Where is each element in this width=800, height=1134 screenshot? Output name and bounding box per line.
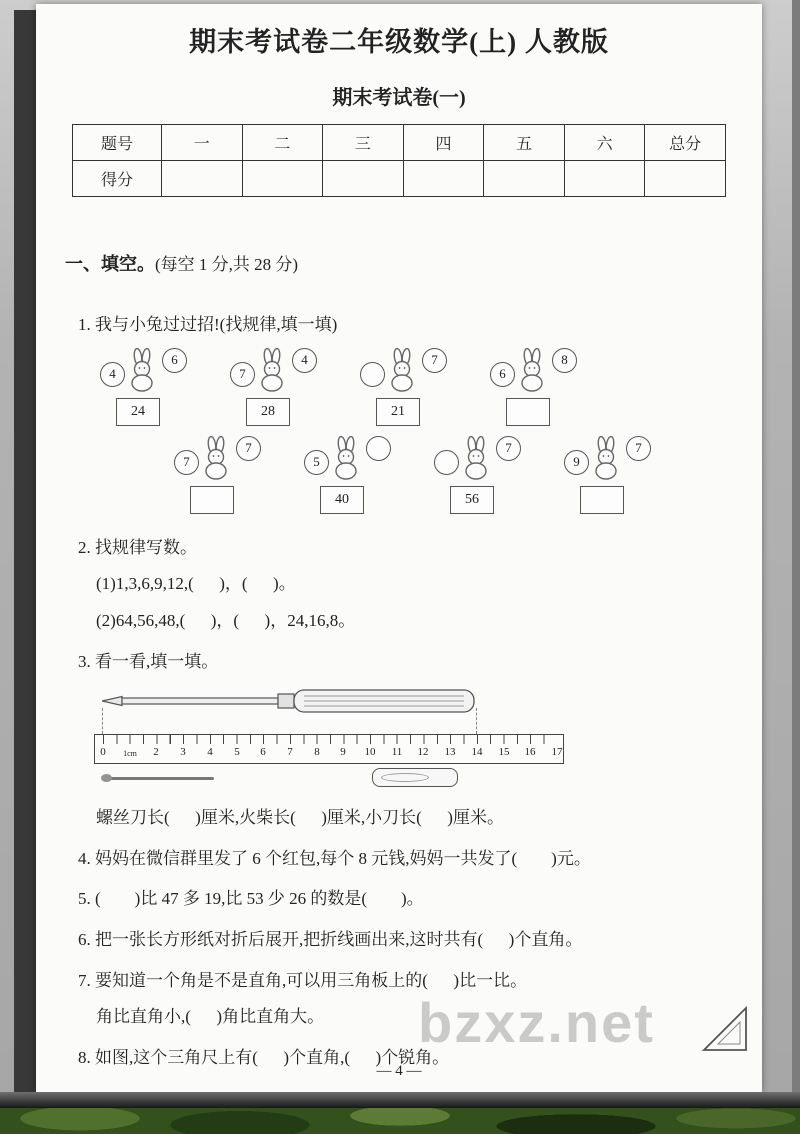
puzzle-answer-box: 28 xyxy=(246,398,290,426)
puzzle-circle-left: 7 xyxy=(174,450,199,475)
ruler-number: 15 xyxy=(498,746,510,759)
score-table-header-row xyxy=(73,125,726,161)
ruler-number: 14 xyxy=(471,746,483,759)
ruler-ticks xyxy=(103,735,557,744)
puzzle-circle-left xyxy=(434,450,459,475)
rabbit-icon xyxy=(198,436,234,480)
photo-left-edge xyxy=(14,10,36,1094)
score-table-header-cell: 六 xyxy=(564,125,645,161)
puzzle-circle-left: 6 xyxy=(490,362,515,387)
puzzle-answer-box xyxy=(506,398,550,426)
question-6: 6. 把一张长方形纸对折后展开,把折线画出来,这时共有( )个直角。 xyxy=(78,930,583,950)
puzzle-circle-right: 4 xyxy=(292,348,317,373)
question-2-line-2: (2)64,56,48,( )，( )，24,16,8。 xyxy=(96,610,356,630)
watermark: bzxz.net xyxy=(418,991,655,1054)
camouflage-strip xyxy=(0,1108,800,1134)
ruler-number: 17 xyxy=(551,746,563,759)
question-8: 8. 如图,这个三角尺上有( )个直角,( )个锐角。 xyxy=(78,1048,450,1068)
rabbit-icon xyxy=(458,436,494,480)
photo-bottom-shadow xyxy=(0,1092,800,1108)
exam-subtitle: 期末考试卷(一) xyxy=(332,87,466,109)
rabbit-puzzle-group xyxy=(490,346,586,432)
page-number: — 4 — xyxy=(376,1063,422,1079)
question-5: 5. ( )比 47 多 19,比 53 少 26 的数是( )。 xyxy=(78,889,424,909)
score-table-header-cell: 五 xyxy=(484,125,565,161)
score-table-header-cell: 总分 xyxy=(645,125,726,161)
ruler-number: 2 xyxy=(153,746,159,759)
rabbit-icon xyxy=(254,348,290,392)
ruler-number: 16 xyxy=(524,746,536,759)
ruler-number: 13 xyxy=(444,746,456,759)
score-cell xyxy=(162,161,243,197)
score-cell xyxy=(645,161,726,197)
rabbit-puzzle-group xyxy=(230,346,326,432)
ruler-number: 4 xyxy=(207,746,213,759)
score-table-header-cell: 题号 xyxy=(73,125,162,161)
puzzle-circle-left: 7 xyxy=(230,362,255,387)
score-cell xyxy=(323,161,404,197)
ruler-illustration xyxy=(94,734,564,764)
ruler-number: 12 xyxy=(417,746,429,759)
section-heading-note: (每空 1 分,共 28 分) xyxy=(155,255,299,274)
puzzle-circle-left: 5 xyxy=(304,450,329,475)
ruler-number: 10 xyxy=(364,746,376,759)
score-cell xyxy=(484,161,565,197)
measure-guide-line xyxy=(476,708,477,734)
right-triangle-icon xyxy=(700,1004,752,1056)
ruler-number: 8 xyxy=(314,746,320,759)
ruler-number: 5 xyxy=(234,746,240,759)
rabbit-icon xyxy=(588,436,624,480)
puzzle-circle-right: 7 xyxy=(626,436,651,461)
score-table-header-cell: 一 xyxy=(162,125,243,161)
score-table-header-cell: 三 xyxy=(323,125,404,161)
puzzle-answer-box: 24 xyxy=(116,398,160,426)
score-table-header-cell: 四 xyxy=(403,125,484,161)
puzzle-answer-box xyxy=(190,486,234,514)
score-table xyxy=(72,124,726,197)
score-row-label: 得分 xyxy=(73,161,162,197)
rabbit-puzzle-row-1 xyxy=(100,346,762,432)
rabbit-puzzle-group xyxy=(434,434,530,520)
rabbit-icon xyxy=(384,348,420,392)
rabbit-icon xyxy=(328,436,364,480)
puzzle-circle-right: 8 xyxy=(552,348,577,373)
puzzle-circle-left: 9 xyxy=(564,450,589,475)
rabbit-icon xyxy=(514,348,550,392)
rabbit-puzzle-group xyxy=(100,346,196,432)
rabbit-puzzle-group xyxy=(360,346,456,432)
set-square-illustration xyxy=(700,1004,752,1061)
photo-right-edge xyxy=(792,0,800,1108)
question-7-line-2: 角比直角小,( )角比直角大。 xyxy=(96,1007,325,1027)
ruler-number: 1cm xyxy=(123,749,137,759)
ruler-number: 6 xyxy=(260,746,266,759)
screwdriver-illustration xyxy=(102,682,476,720)
puzzle-answer-box: 56 xyxy=(450,486,494,514)
question-4: 4. 妈妈在微信群里发了 6 个红包,每个 8 元钱,妈妈一共发了( )元。 xyxy=(78,848,591,868)
ruler-number: 9 xyxy=(340,746,346,759)
puzzle-circle-right: 7 xyxy=(236,436,261,461)
score-cell xyxy=(403,161,484,197)
rabbit-puzzle-group xyxy=(564,434,660,520)
score-cell xyxy=(564,161,645,197)
rabbit-puzzle-group xyxy=(174,434,270,520)
question-3-label: 3. 看一看,填一填。 xyxy=(78,651,219,671)
score-table-header-cell: 二 xyxy=(242,125,323,161)
exam-paper xyxy=(36,4,762,1092)
puzzle-circle-right: 7 xyxy=(496,436,521,461)
rabbit-icon xyxy=(124,348,160,392)
ruler-number: 11 xyxy=(391,746,403,759)
question-2-label: 2. 找规律写数。 xyxy=(78,537,197,557)
measure-guide-line xyxy=(102,708,103,734)
rabbit-puzzle-row-2 xyxy=(174,434,762,520)
rabbit-puzzle-group xyxy=(304,434,400,520)
question-7-line-1: 7. 要知道一个角是不是直角,可以用三角板上的( )比一比。 xyxy=(78,970,528,990)
ruler-number: 3 xyxy=(180,746,186,759)
score-cell xyxy=(242,161,323,197)
question-3-answer-line: 螺丝刀长( )厘米,火柴长( )厘米,小刀长( )厘米。 xyxy=(96,808,504,828)
page-title: 期末考试卷二年级数学(上) 人教版 xyxy=(189,27,609,57)
puzzle-circle-left xyxy=(360,362,385,387)
puzzle-answer-box xyxy=(580,486,624,514)
score-table-score-row xyxy=(73,161,726,197)
section-heading xyxy=(38,229,762,297)
puzzle-circle-left: 4 xyxy=(100,362,125,387)
puzzle-answer-box: 40 xyxy=(320,486,364,514)
puzzle-circle-right: 6 xyxy=(162,348,187,373)
ruler-number: 7 xyxy=(287,746,293,759)
question-2-line-1: (1)1,3,6,9,12,( )，( )。 xyxy=(96,574,296,594)
match-illustration xyxy=(102,777,214,780)
ruler-number: 0 xyxy=(100,746,106,759)
section-heading-title: 一、填空。 xyxy=(65,254,155,274)
measurement-figure xyxy=(94,682,564,794)
puzzle-circle-right xyxy=(366,436,391,461)
puzzle-circle-right: 7 xyxy=(422,348,447,373)
question-1-label: 1. 我与小兔过过招!(找规律,填一填) xyxy=(78,315,338,334)
puzzle-answer-box: 21 xyxy=(376,398,420,426)
pocket-knife-illustration xyxy=(372,768,458,787)
